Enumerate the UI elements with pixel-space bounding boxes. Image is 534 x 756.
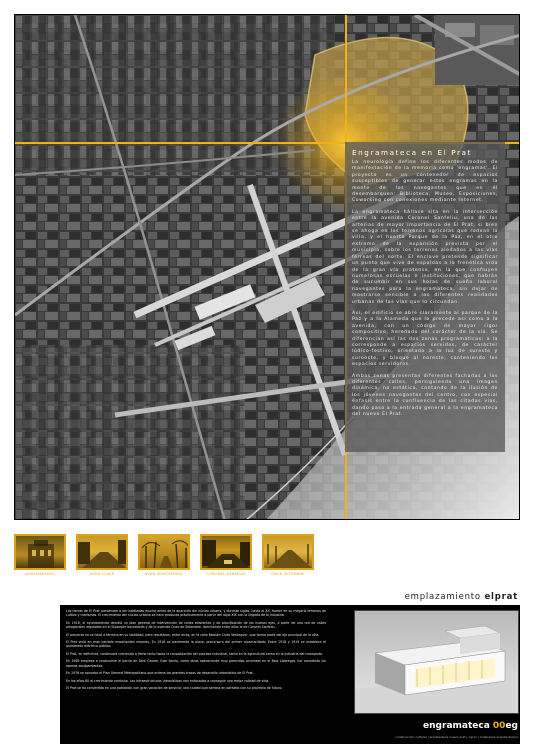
- panel-paragraph-2: La engramateca hállase sita en la intersección entre la avenida Coronel Sanfeliu, una de las arterias de mayor importancia de El Prat, si bien se ahoga en los terrenos agrícolas que rodean la villa, y el huerto Parque de la Paz, en el otro extremo de la expansión prevista por el municipio, sobre los terrenos aledaños a las vías férreas del norte. El enclave pretende significar un punto que vive de espaldas a la frenética vida de la gran vía pratense, en la que confluyen numerosas escuelas e instituciones, que habrán de sucumbir en sus horas de sueño laboral navegantes para la engramateca, sin dejar de mostrarse sensible a las diferentes realidades urbanas de las vías que lo circundan.: [352, 209, 498, 305]
- thumbnail-image: [14, 534, 66, 570]
- street-photo-graphic: [78, 536, 128, 570]
- brand-logo: [398, 721, 518, 733]
- history-paragraph-6: En 1965 empieza a construirse el barrio de Sant Cosme. Este barrio, como otras operaciones muy parecidas ocurridas en el Baix Llobregat, fue concebido sin apenas equipamientos.: [66, 659, 326, 668]
- thumbnail-image: [76, 534, 128, 570]
- road-photo-graphic: [264, 536, 314, 570]
- thumbnail-image: [262, 534, 314, 570]
- render-graphic: [355, 611, 519, 714]
- history-paragraph-5: El Prat, en definitiva, continuará creciendo a ritmo lento hasta la consolidación del proceso industrial, tanto en la agricultura como en la industria del transporte.: [66, 651, 324, 656]
- thumbnail-ayuntamiento: [14, 534, 66, 576]
- history-paragraph-8: En los años 80 el crecimiento continúa. Las infraestructuras urbanísticas van enfocadas a conseguir una mejor calidad de vida.: [66, 678, 270, 683]
- history-paragraph-1: Las tierras de El Prat comienzan a ser habitadas mucho antes de la aparición del núcleo urbano, y durante siglos, hasta el XX, fueron en su mayoría terrenos de cultivo y marismas. El crecimiento del núcleo urbano se hace producto prácticamente a partir del siglo XIX con la llegada de la industria.: [66, 609, 326, 618]
- photo-strip: [14, 534, 314, 578]
- thumbnail-caption: AYUNTAMIENTO: [24, 572, 56, 576]
- title-bold: elprat: [484, 592, 518, 602]
- history-text: [66, 609, 326, 694]
- history-paragraph-4: El Prat vivió en este período importantes mejoras. En 1918 se pavimenta la plaza, precursora del primer alcantarillado. Entre 1918 y 1919 se establece el alumbrado eléctrico público.: [66, 640, 326, 649]
- panel-paragraph-1: La neurología define los diferentes modos de manifestación de la memoria como 'engramas'. El proyecto es un contenedor de espacios susceptibles de generar estos engramas en la mente de los navegantes que en él desembarquen: Biblioteca, Museo, Exposiciones, Coworking con conexiones mediante Internet.: [352, 160, 498, 204]
- thumbnail-avda-montserrat: [138, 534, 190, 576]
- brand-number: 00: [492, 721, 506, 731]
- thumbnail-caption: AVDA MONTSERRAT: [144, 572, 184, 576]
- thumbnail-image: [138, 534, 190, 570]
- thumbnail-caption: ONCE SETEMBRE: [271, 572, 305, 576]
- credits-line: construcción cultural | arquitectura nuevo prat | cgnm | ordenanza arquitectónica: [395, 735, 518, 739]
- building-render: [354, 610, 519, 714]
- panel-heading: Engramateca en El Prat: [352, 148, 472, 157]
- description-panel: [345, 142, 505, 452]
- thumbnail-image: [200, 534, 252, 570]
- history-paragraph-7: En 1976 se aprueba el Plan General Metropolitano que ordena los grandes trazos de desarrollo urbanístico de El Prat.: [66, 671, 254, 676]
- thumbnail-caption: CORONEL SANFELIU: [206, 572, 246, 576]
- panel-paragraph-3: Así, el edificio se abre claramente al parque de la Paz y a la Alameda que lo precede así como a la avenida, con un código de mayor rigor compositivo, heredado del carácter de la vía. Se diferencian así las dos zonas programáticas: a la corresponde a espacios servidos, de carácter lúdico-festivo, orientado a la luz de sureste y suroeste, y bloque al noreste, conteniendo los espacios servidores.: [352, 310, 498, 368]
- thumbnail-once-setembre: [262, 534, 314, 576]
- section-title: [328, 592, 520, 604]
- title-text: [405, 592, 518, 602]
- thumbnail-caption: AVDA CLAVÉ: [89, 572, 115, 576]
- building-photo-graphic: [16, 536, 66, 570]
- history-paragraph-2: En 1916, el ayuntamiento decidió un plan general de intervención de calles existentes y de planificación de los nuevos ejes, a partir de una red de calles ortogonales reguladas en el Eixample barcelonés y de la avenida Onze de Setembre, dominando entre ellos la de Coronel Sanfeliu.: [66, 620, 326, 630]
- trees-photo-graphic: [140, 536, 190, 570]
- panel-paragraph-4: Ambas zonas presentan diferentes fachadas a las diferentes calles, persiguiendo una imagen dinámica, no estática, contando de la ilusión de los jóvenes navegantes del centro, con especial énfasis entre la confluencia de las citadas vías, dando paso a la entrada general a la engramateca del nuevo El Prat.: [352, 373, 498, 418]
- thumbnail-coronel-sanfeliu: [200, 534, 252, 576]
- brand-name: engramateca: [423, 721, 490, 731]
- brand-suffix: eg: [505, 721, 518, 731]
- avenue-photo-graphic: [202, 536, 252, 570]
- title-prefix: emplazamiento: [404, 592, 485, 602]
- history-paragraph-9: El Prat se ha convertido en una población con gran vocación de servicio; una ciudad que camina en paralelo con su proyecto de futuro.: [66, 686, 283, 691]
- thumbnail-avda-clave: [76, 534, 128, 576]
- history-paragraph-3: El proyecto no se llevó a término en su totalidad, pero resultaron, entre otras, en la calle Mossèn Cinto Verdaguer, que forma parte del eje principal de la villa.: [66, 632, 320, 637]
